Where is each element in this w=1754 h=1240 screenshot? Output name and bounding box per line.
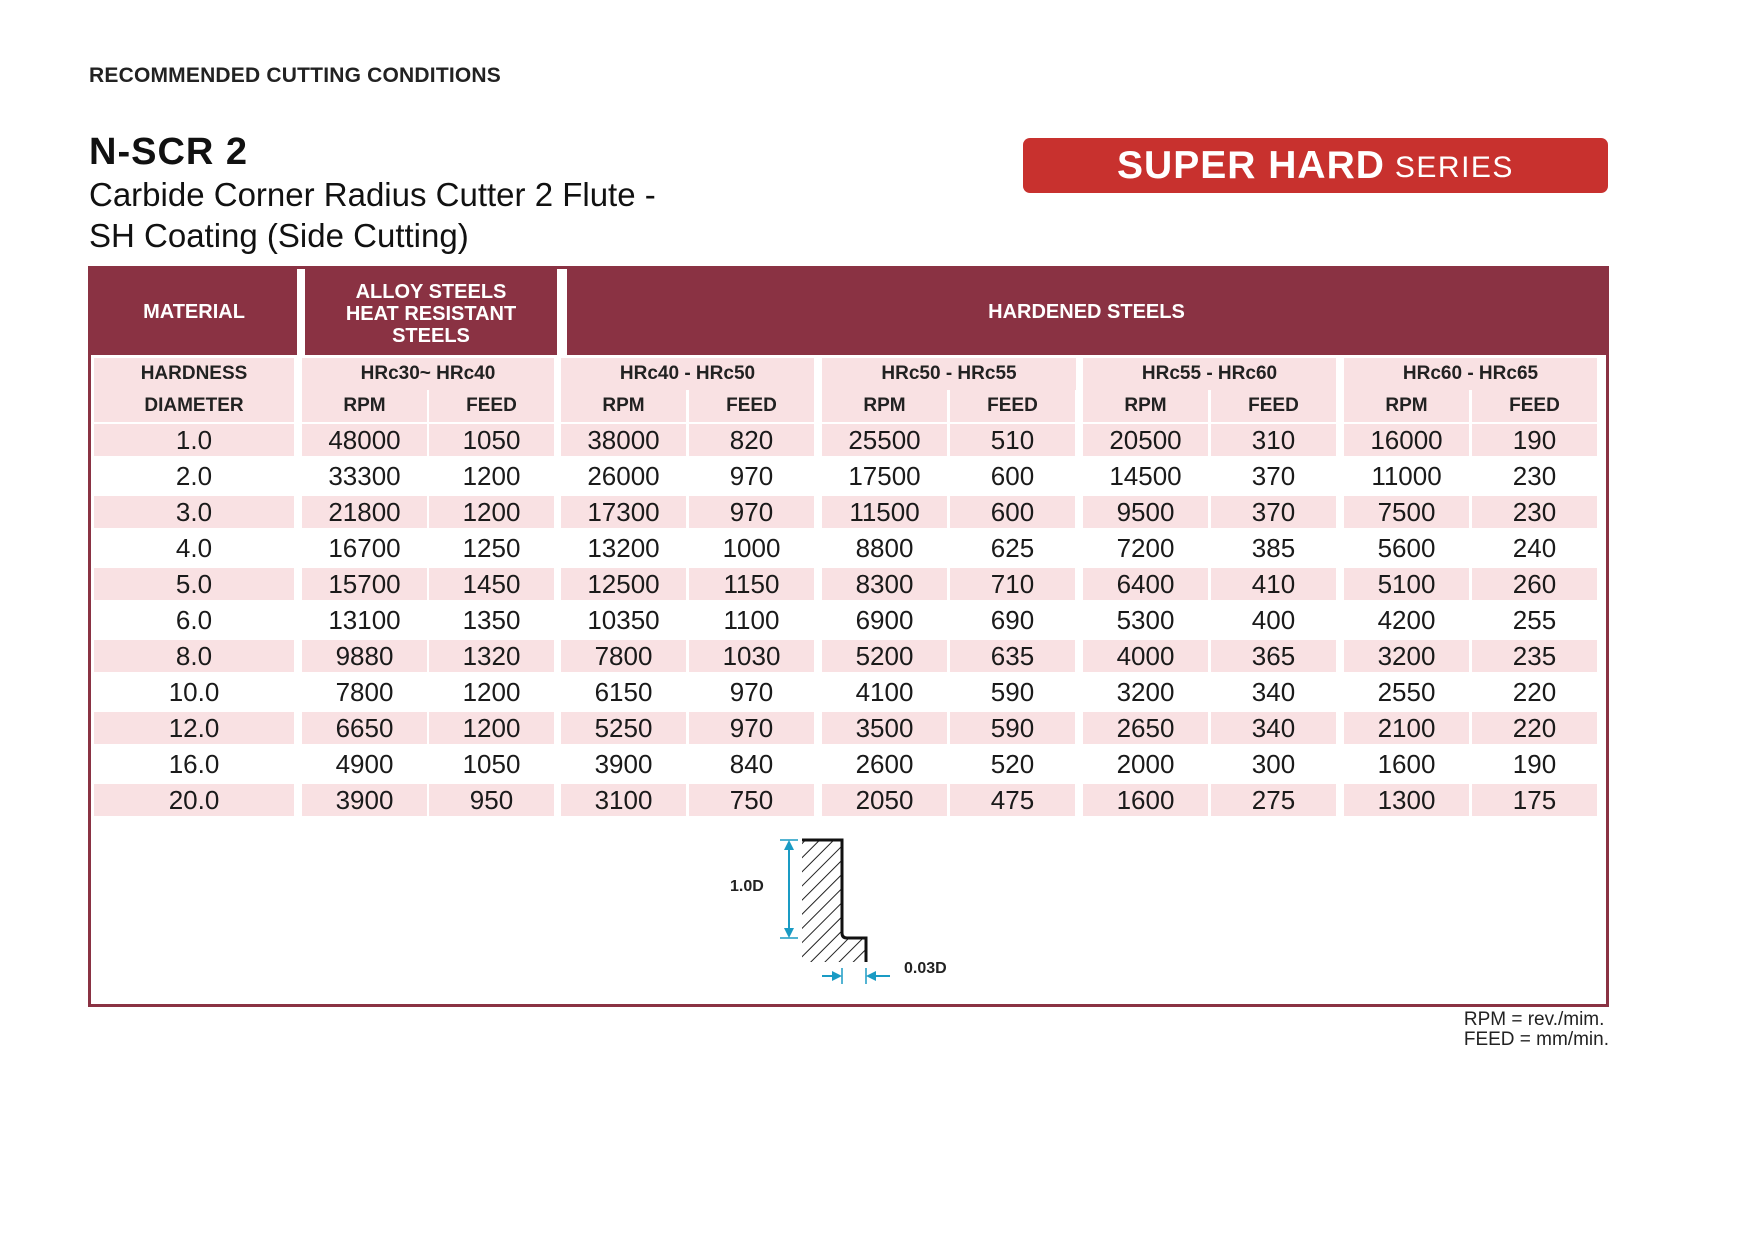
hardness-range: HRc60 - HRc65 [1344, 358, 1597, 390]
feed-cell: 635 [950, 640, 1075, 672]
rpm-cell: 48000 [302, 424, 427, 456]
series-badge-main: SUPER HARD [1117, 143, 1385, 187]
diameter-cell: 20.0 [94, 784, 294, 816]
feed-cell: 275 [1211, 784, 1336, 816]
diameter-cell: 3.0 [94, 496, 294, 528]
rpm-cell: 6400 [1083, 568, 1208, 600]
rpm-cell: 14500 [1109, 460, 1182, 491]
rpm-cell: 5200 [822, 640, 947, 672]
side-cutting-diagram [730, 830, 990, 1000]
feed-cell: 1000 [722, 532, 781, 563]
feed-cell: 365 [1211, 640, 1336, 672]
rpm-cell: 1600 [1377, 748, 1436, 779]
diagram-height-label: 1.0D [730, 878, 764, 895]
feed-cell: 820 [689, 424, 814, 456]
hardness-label: HARDNESS [94, 358, 294, 390]
feed-cell: 240 [1512, 532, 1557, 563]
feed-cell: 255 [1512, 604, 1557, 635]
rpm-cell: 4100 [855, 676, 914, 707]
table-row [91, 781, 1606, 817]
feed-cell: 1150 [689, 568, 814, 600]
rpm-cell: 2600 [855, 748, 914, 779]
feed-cell: 400 [1251, 604, 1296, 635]
rpm-cell: 17500 [848, 460, 921, 491]
rpm-cell: 3100 [561, 784, 686, 816]
product-description-line-2: SH Coating (Side Cutting) [89, 217, 469, 254]
rpm-cell: 11000 [1371, 460, 1442, 491]
feed-cell: 600 [990, 460, 1035, 491]
alloy-steels-header [305, 269, 557, 355]
product-description [89, 174, 656, 256]
diameter-cell: 6.0 [175, 604, 213, 635]
rpm-cell: 3200 [1116, 676, 1175, 707]
diameter-cell: 10.0 [168, 676, 220, 707]
feed-cell: 1200 [462, 676, 521, 707]
rpm-cell: 8300 [822, 568, 947, 600]
rpm-cell: 5300 [1116, 604, 1175, 635]
series-badge-sub: SERIES [1394, 151, 1514, 184]
feed-cell: 300 [1251, 748, 1296, 779]
rpm-cell: 13200 [587, 532, 660, 563]
rpm-cell: 4900 [335, 748, 394, 779]
rpm-cell: 2100 [1344, 712, 1469, 744]
series-badge [1023, 138, 1608, 193]
table-row [91, 709, 1606, 745]
rpm-cell: 17300 [561, 496, 686, 528]
feed-cell: 690 [990, 604, 1035, 635]
diameter-cell: 8.0 [94, 640, 294, 672]
rpm-column-label: RPM [1083, 390, 1208, 422]
rpm-cell: 2000 [1116, 748, 1175, 779]
rpm-cell: 4200 [1377, 604, 1436, 635]
alloy-header-line: STEELS [392, 325, 470, 347]
rpm-unit-note: RPM = rev./mim. [1463, 1009, 1605, 1030]
feed-cell: 220 [1512, 676, 1557, 707]
rpm-cell: 11500 [822, 496, 947, 528]
rpm-cell: 25500 [822, 424, 947, 456]
rpm-column-label: RPM [822, 390, 947, 422]
rpm-cell: 12500 [561, 568, 686, 600]
feed-cell: 970 [689, 712, 814, 744]
product-description-line-1: Carbide Corner Radius Cutter 2 Flute - [89, 176, 656, 213]
table-row [91, 565, 1606, 601]
section-title: RECOMMENDED CUTTING CONDITIONS [89, 64, 501, 87]
diameter-cell: 1.0 [94, 424, 294, 456]
feed-cell: 410 [1211, 568, 1336, 600]
material-header: MATERIAL [91, 269, 297, 355]
feed-cell: 340 [1251, 676, 1296, 707]
feed-cell: 385 [1251, 532, 1296, 563]
rpm-cell: 10350 [587, 604, 660, 635]
rpm-cell: 3500 [822, 712, 947, 744]
feed-cell: 175 [1472, 784, 1597, 816]
rpm-cell: 26000 [587, 460, 660, 491]
rpm-cell: 7800 [335, 676, 394, 707]
feed-cell: 1250 [462, 532, 521, 563]
rpm-cell: 6150 [594, 676, 653, 707]
table-row [91, 601, 1606, 637]
hardness-range: HRc50 - HRc55 [822, 358, 1076, 390]
rpm-cell: 13100 [328, 604, 401, 635]
feed-unit-note: FEED = mm/min. [1463, 1029, 1609, 1050]
rpm-cell: 5100 [1344, 568, 1469, 600]
diameter-cell: 16.0 [168, 748, 220, 779]
feed-cell: 1050 [429, 424, 554, 456]
diameter-label: DIAMETER [94, 390, 294, 422]
rpm-cell: 4000 [1083, 640, 1208, 672]
feed-cell: 190 [1472, 424, 1597, 456]
rpm-cell: 21800 [302, 496, 427, 528]
rpm-cell: 16700 [328, 532, 401, 563]
table-row [91, 529, 1606, 565]
table-row [91, 457, 1606, 493]
hardness-range: HRc55 - HRc60 [1083, 358, 1336, 390]
rpm-cell: 8800 [855, 532, 914, 563]
feed-cell: 750 [689, 784, 814, 816]
product-code: N-SCR 2 [89, 131, 249, 173]
feed-cell: 1200 [462, 460, 521, 491]
feed-cell: 475 [950, 784, 1075, 816]
table-row [91, 493, 1606, 529]
rpm-column-label: RPM [561, 390, 686, 422]
feed-cell: 510 [950, 424, 1075, 456]
feed-cell: 340 [1211, 712, 1336, 744]
hardness-range: HRc40 - HRc50 [561, 358, 814, 390]
feed-cell: 1350 [462, 604, 521, 635]
feed-cell: 710 [950, 568, 1075, 600]
feed-cell: 1200 [429, 712, 554, 744]
feed-cell: 1050 [462, 748, 521, 779]
rpm-cell: 7200 [1116, 532, 1175, 563]
feed-cell: 310 [1211, 424, 1336, 456]
feed-column-label: FEED [429, 390, 554, 422]
rpm-cell: 7500 [1344, 496, 1469, 528]
rpm-cell: 16000 [1344, 424, 1469, 456]
feed-cell: 370 [1211, 496, 1336, 528]
feed-cell: 1030 [689, 640, 814, 672]
feed-cell: 370 [1251, 460, 1296, 491]
alloy-header-line: HEAT RESISTANT [345, 303, 517, 325]
rpm-cell: 3200 [1344, 640, 1469, 672]
rpm-cell: 33300 [328, 460, 401, 491]
diagram-width-label: 0.03D [904, 960, 947, 977]
feed-cell: 970 [729, 460, 774, 491]
feed-cell: 220 [1472, 712, 1597, 744]
feed-cell: 600 [950, 496, 1075, 528]
feed-cell: 1100 [723, 604, 780, 635]
rpm-cell: 5250 [561, 712, 686, 744]
rpm-cell: 2550 [1377, 676, 1436, 707]
hardness-range: HRc30~ HRc40 [302, 358, 554, 390]
rpm-cell: 1300 [1344, 784, 1469, 816]
feed-cell: 625 [990, 532, 1035, 563]
rpm-column-label: RPM [1344, 390, 1469, 422]
table-row [91, 745, 1606, 781]
feed-cell: 590 [950, 712, 1075, 744]
feed-cell: 1320 [429, 640, 554, 672]
feed-cell: 260 [1472, 568, 1597, 600]
rpm-cell: 5600 [1377, 532, 1436, 563]
column-label-row [91, 387, 1606, 423]
feed-column-label: FEED [1211, 390, 1336, 422]
feed-cell: 950 [429, 784, 554, 816]
rpm-cell: 9880 [302, 640, 427, 672]
rpm-cell: 2650 [1083, 712, 1208, 744]
hardened-steels-header: HARDENED STEELS [567, 269, 1606, 355]
rpm-cell: 1600 [1083, 784, 1208, 816]
feed-cell: 520 [990, 748, 1035, 779]
rpm-cell: 15700 [302, 568, 427, 600]
feed-cell: 1200 [429, 496, 554, 528]
rpm-cell: 20500 [1083, 424, 1208, 456]
feed-cell: 190 [1512, 748, 1557, 779]
rpm-cell: 7800 [561, 640, 686, 672]
rpm-cell: 3900 [302, 784, 427, 816]
feed-column-label: FEED [1472, 390, 1597, 422]
diameter-cell: 2.0 [175, 460, 213, 491]
rpm-cell: 2050 [822, 784, 947, 816]
rpm-cell: 38000 [561, 424, 686, 456]
table-row [91, 673, 1606, 709]
feed-cell: 840 [729, 748, 774, 779]
rpm-column-label: RPM [302, 390, 427, 422]
feed-cell: 230 [1472, 496, 1597, 528]
hardness-row [91, 355, 1606, 391]
rpm-cell: 6900 [855, 604, 914, 635]
feed-cell: 970 [729, 676, 774, 707]
feed-cell: 1450 [429, 568, 554, 600]
rpm-cell: 3900 [594, 748, 653, 779]
diameter-cell: 4.0 [175, 532, 213, 563]
feed-cell: 970 [689, 496, 814, 528]
feed-column-label: FEED [950, 390, 1075, 422]
feed-cell: 590 [990, 676, 1035, 707]
feed-column-label: FEED [689, 390, 814, 422]
rpm-cell: 6650 [302, 712, 427, 744]
feed-cell: 230 [1512, 460, 1557, 491]
table-row [91, 637, 1606, 673]
diameter-cell: 12.0 [94, 712, 294, 744]
feed-cell: 235 [1472, 640, 1597, 672]
rpm-cell: 9500 [1083, 496, 1208, 528]
cutting-profile-figure [730, 830, 990, 1000]
diameter-cell: 5.0 [94, 568, 294, 600]
units-legend [1464, 1010, 1609, 1050]
table-row [91, 421, 1606, 457]
alloy-header-line: ALLOY STEELS [355, 281, 507, 303]
